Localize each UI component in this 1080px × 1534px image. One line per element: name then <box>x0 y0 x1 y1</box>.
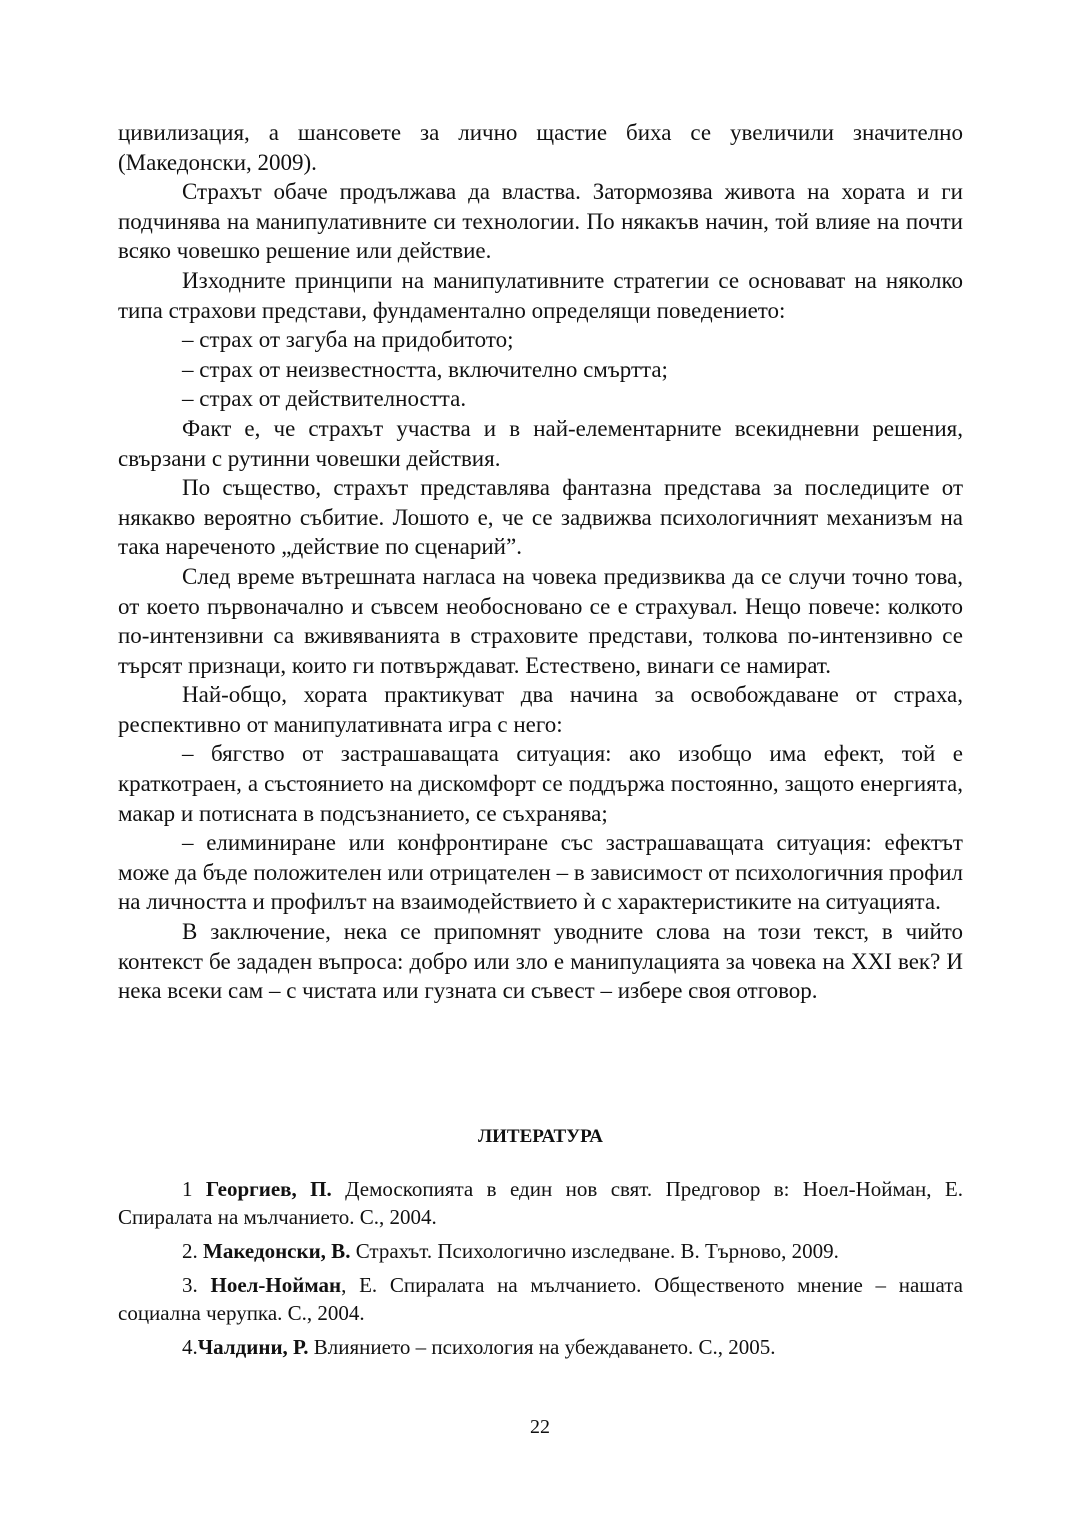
paragraph: След време вътрешната нагласа на човека предизвиква да се случи точно това, от което първоначално и съвсем необосновано се е страхувал. Нещо повече: колкото по-интензивни са вживяванията в страховите представи, толкова по-интензивно се търсят признаци, които ги потвърждават. Естествено, винаги се намират. <box>118 563 963 678</box>
reference-text: Страхът. Психологично изследване. В. Търново, 2009. <box>350 1239 839 1263</box>
reference-text: Влиянието – психология на убеждаването. С., 2005. <box>308 1335 776 1359</box>
reference-number: 1 <box>182 1177 206 1201</box>
reference-item <box>118 1333 963 1361</box>
paragraph: Най-общо, хората практикуват два начина за освобождаване от страха, респективно от манипулативната игра с него: <box>118 682 963 737</box>
list-item: – елиминиране или конфронтиране със застрашаващата ситуация: ефектът може да бъде положителен или отрицателен – в зависимост от психологичния профил на личността и профилът на взаимодействието ѝ с характеристиките на ситуацията. <box>118 830 963 915</box>
list-item: – страх от неизвестността, включително смъртта; <box>182 356 668 382</box>
paragraph: цивилизация, а шансовете за лично щастие биха се увеличили значително (Македонски, 2009). <box>118 120 963 175</box>
reference-number: 2. <box>182 1239 203 1263</box>
paragraph: В заключение, нека се припомнят уводните слова на този текст, в чийто контекст бе зададен въпроса: добро или зло е манипулацията за човека на XXI век? И нека всеки сам – с чистата или гузната си съвест – избере своя отговор. <box>118 919 963 1004</box>
page-number: 22 <box>530 1416 550 1438</box>
body-text <box>118 118 963 1006</box>
reference-author: Георгиев, П. <box>205 1177 332 1201</box>
reference-author: Ноел-Нойман <box>210 1273 342 1297</box>
reference-number: 3. <box>182 1273 211 1297</box>
reference-item <box>118 1237 963 1265</box>
references-list <box>118 1175 963 1367</box>
paragraph: По същество, страхът представлява фантазна представа за последиците от някакво вероятно събитие. Лошото е, че се задвижва психологичният механизъм на така нареченото „действие по сценарий”. <box>118 475 963 560</box>
list-item: – страх от действителността. <box>182 386 467 412</box>
list-item: – бягство от застрашаващата ситуация: ако изобщо има ефект, той е краткотраен, а състоянието на дискомфорт се поддържа постоянно, защото енергията, макар и потисната в подсъзнанието, се съхранява; <box>118 741 963 826</box>
reference-item <box>118 1271 963 1327</box>
reference-number: 4. <box>182 1335 198 1359</box>
paragraph: Факт е, че страхът участва и в най-елементарните всекидневни решения, свързани с рутинни човешки действия. <box>118 415 963 471</box>
reference-author: Чалдини, Р. <box>197 1335 309 1359</box>
paragraph: Страхът обаче продължава да властва. Затормозява живота на хората и ги подчинява на манипулативните си технологии. По някакъв начин, той влияе на почти всяко човешко решение или действие. <box>118 179 963 264</box>
references-heading: ЛИТЕРАТУРА <box>477 1126 604 1147</box>
paragraph: Изходните принципи на манипулативните стратегии се основават на няколко типа страхови представи, фундаментално определящи поведението: <box>118 267 963 323</box>
list-item: – страх от загуба на придобитото; <box>182 327 514 353</box>
reference-item <box>118 1175 963 1231</box>
reference-text: , Е. Спиралата на мълчанието. Общественото мнение – нашата социална черупка. С., 2004. <box>118 1273 964 1325</box>
reference-author: Македонски, В. <box>203 1239 351 1263</box>
reference-text: Демоскопията в един нов свят. Предговор в: Ноел-Нойман, Е. Спиралата на мълчанието. С., 2004. <box>118 1177 963 1229</box>
